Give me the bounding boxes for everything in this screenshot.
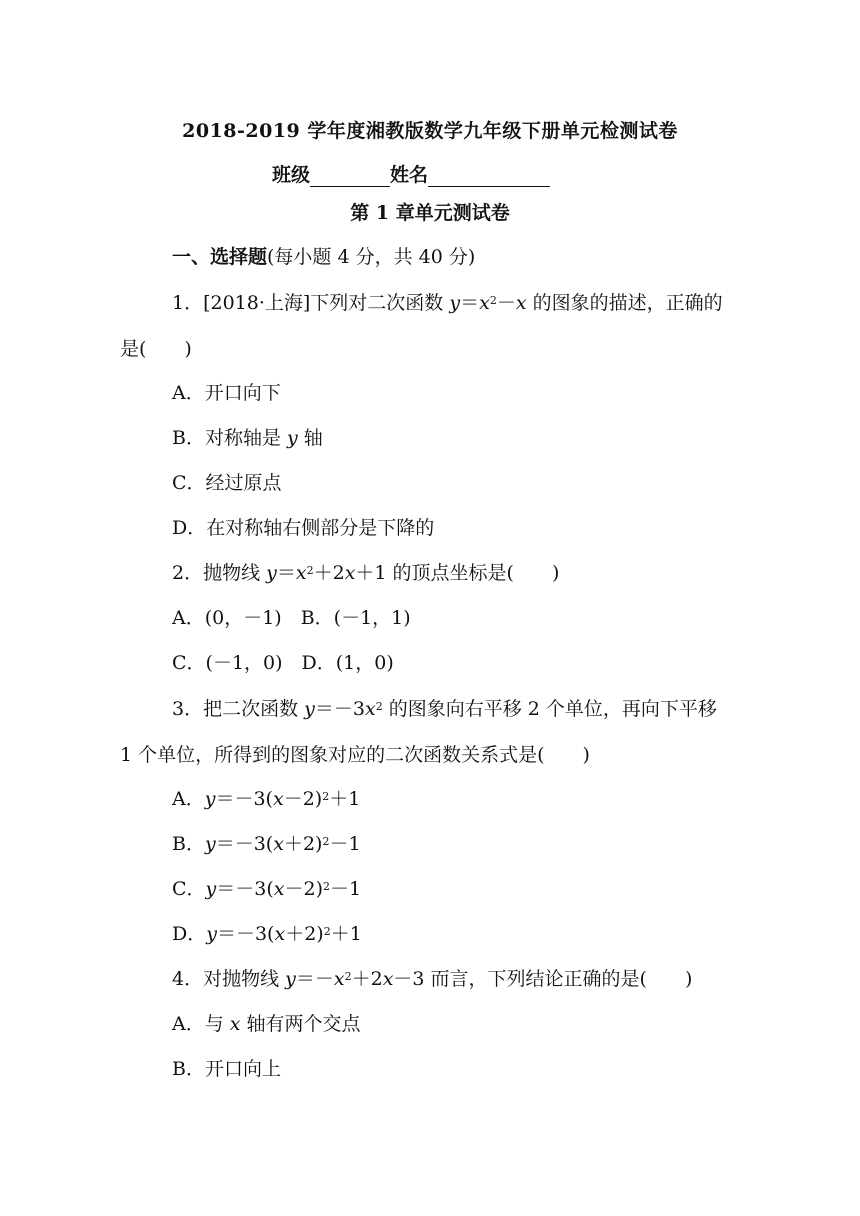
q1-text-a: 1．[2018·上海]下列对二次函数 (172, 292, 450, 314)
q4-text-b: 而言，下列结论正确的是( ) (424, 968, 693, 990)
q4-formula: $y=-x^2+2x-3$ (285, 968, 425, 990)
q3-option-a-label: A． (172, 788, 205, 810)
q4-option-b: B．开口向上 (172, 1058, 281, 1080)
class-label: 班级 (272, 164, 311, 186)
question-4-stem (172, 966, 692, 992)
q3-formula: $y=-3x^2$ (304, 698, 383, 720)
q3-option-c-label: C． (172, 878, 206, 900)
q1-formula: $y=x^2-x$ (449, 292, 527, 314)
q2-options-ab: A．(0，－1) B．(－1，1) (172, 607, 411, 629)
q1-option-b-text: B．对称轴是 (172, 427, 288, 449)
q1-option-b-suffix: 轴 (297, 427, 323, 449)
question-2-stem (172, 560, 559, 586)
q4-option-a-pre: A．与 (172, 1013, 230, 1035)
q3-option-a: A．$y=-3(x-2)^2+1$ (172, 788, 361, 810)
q3-option-b: B．$y=-3(x+2)^2-1$ (172, 833, 361, 855)
section-heading (172, 244, 475, 270)
class-blank[interactable] (310, 168, 390, 187)
q1-option-d: D．在对称轴右侧部分是下降的 (172, 517, 435, 539)
q3-option-d-label: D． (172, 923, 207, 945)
section-score-note: (每小题 4 分，共 40 分) (267, 246, 476, 268)
q1-option-a: A．开口向下 (172, 382, 281, 404)
q3-option-b-label: B． (172, 833, 205, 855)
question-1-stem (172, 290, 723, 316)
q3-option-d: D．$y=-3(x+2)^2+1$ (172, 923, 362, 945)
question-3-stem (172, 696, 717, 722)
q3-text-b: 的图象向右平移 2 个单位，再向下平移 (382, 698, 717, 720)
question-1-stem-cont: 是( ) (120, 338, 192, 360)
page-title: 2018-2019 学年度湘教版数学九年级下册单元检测试卷 (182, 120, 678, 142)
q3-text-a: 3．把二次函数 (172, 698, 305, 720)
q4-text-a: 4．对抛物线 (172, 968, 286, 990)
q1-option-b: B．对称轴是 y 轴 (172, 427, 323, 449)
chapter-title: 第 1 章单元测试卷 (350, 202, 510, 224)
q2-text-b: 的顶点坐标是( ) (386, 562, 560, 584)
section-heading-label: 一、选择题 (172, 246, 268, 268)
q2-text-a: 2．抛物线 (172, 562, 267, 584)
q1-text-b: 的图象的描述，正确的 (526, 292, 723, 314)
q2-options-cd: C．(－1，0) D．(1，0) (172, 652, 394, 674)
q3-option-c: C．$y=-3(x-2)^2-1$ (172, 878, 362, 900)
q1-option-c: C．经过原点 (172, 472, 282, 494)
question-3-stem-cont: 1 个单位，所得到的图象对应的二次函数关系式是( ) (120, 744, 590, 766)
q4-option-a-post: 轴有两个交点 (240, 1013, 361, 1035)
q2-formula: $y=x^2+2x+1$ (266, 562, 387, 584)
name-label: 姓名 (390, 164, 429, 186)
q4-option-a: A．与 x 轴有两个交点 (172, 1013, 361, 1035)
student-info-line (272, 160, 550, 187)
name-blank[interactable] (428, 168, 550, 187)
